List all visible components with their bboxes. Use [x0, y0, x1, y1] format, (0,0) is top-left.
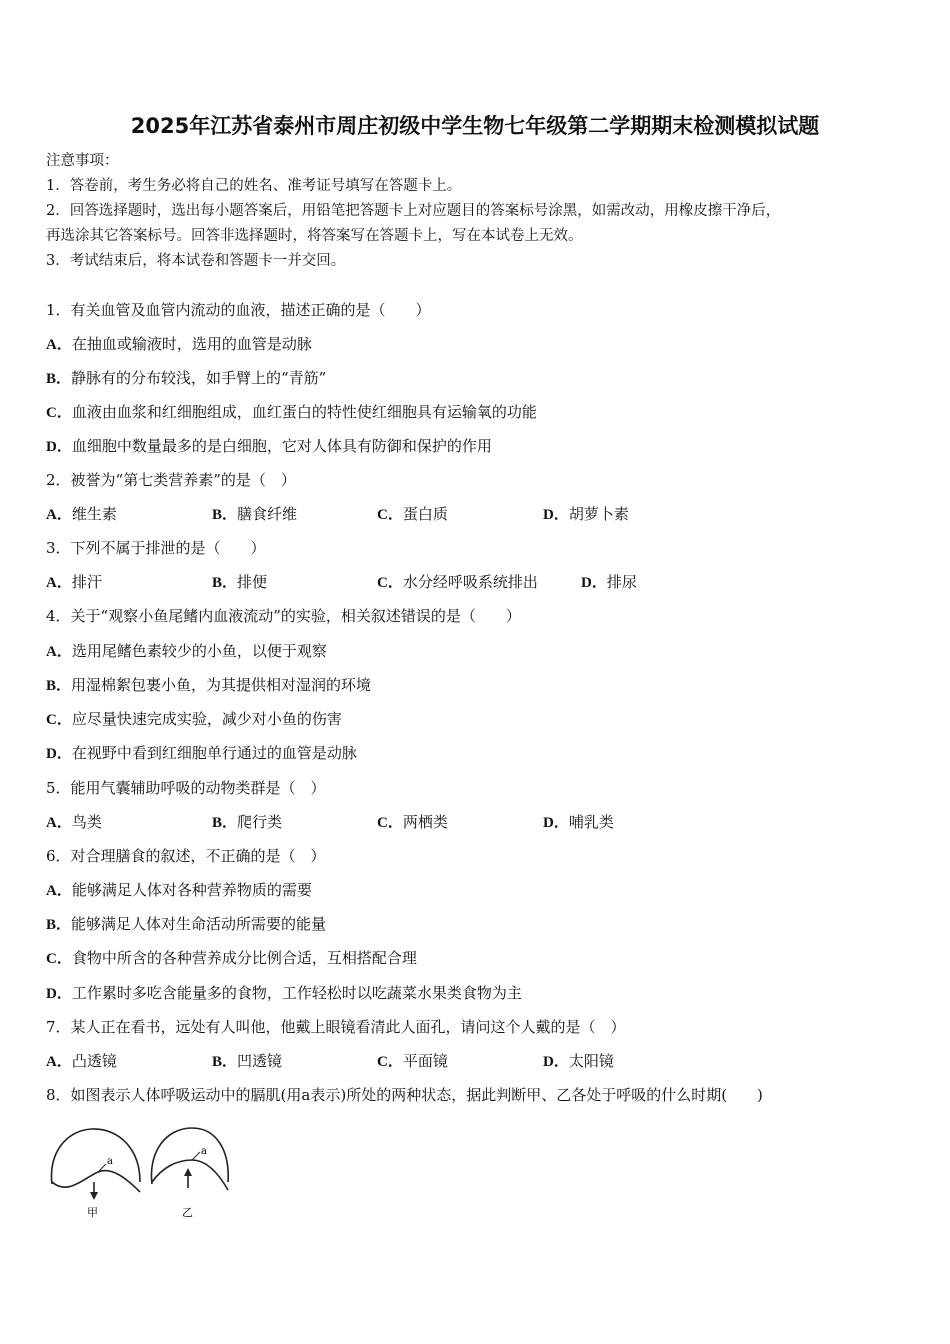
notice-item: 再选涂其它答案标号。回答非选择题时，将答案写在答题卡上，写在本试卷上无效。	[46, 228, 583, 244]
option-text: 凹透镜	[237, 1052, 283, 1070]
option-text: 能够满足人体对生命活动所需要的能量	[71, 915, 327, 933]
option-text: 排汗	[71, 573, 102, 591]
option-label: B．	[212, 815, 238, 831]
option-text: 血细胞中数量最多的是白细胞，它对人体具有防御和保护的作用	[71, 437, 492, 455]
option-c	[377, 572, 538, 593]
question-stem: 2．被誉为“第七类营养素”的是（ ）	[46, 471, 296, 489]
notice-item: 1．答卷前，考生务必将自己的姓名、准考证号填写在答题卡上。	[46, 178, 462, 194]
option-text: 排便	[237, 573, 268, 591]
option-label: A．	[46, 1054, 72, 1070]
option-label: C．	[377, 575, 403, 591]
chest-wall-left	[51, 1129, 140, 1184]
option-a	[46, 504, 117, 525]
question-stem: 8．如图表示人体呼吸运动中的膈肌(用a表示)所处的两种状态，据此判断甲、乙各处于呼吸的什么时期( )	[46, 1086, 763, 1104]
option-text: 两栖类	[402, 813, 448, 831]
notice-heading: 注意事项：	[46, 153, 119, 169]
option-label: C．	[377, 507, 403, 523]
option-a	[46, 880, 312, 901]
option-text: 太阳镜	[568, 1052, 614, 1070]
option-label: B．	[46, 371, 72, 387]
question-stem: 5．能用气囊辅助呼吸的动物类群是（ ）	[46, 779, 326, 797]
marker-line-right	[192, 1152, 200, 1160]
option-text: 鸟类	[71, 813, 102, 831]
option-label: A．	[46, 575, 72, 591]
option-label: B．	[212, 575, 238, 591]
option-label: C．	[46, 712, 72, 728]
option-text: 工作累时多吃含能量多的食物，工作轻松时以吃蔬菜水果类食物为主	[71, 984, 522, 1002]
option-text: 胡萝卜素	[568, 505, 629, 523]
option-text: 选用尾鳍色素较少的小鱼，以便于观察	[71, 642, 327, 660]
marker-a-left: a	[107, 1156, 113, 1167]
option-label: B．	[212, 507, 238, 523]
page-title: 2025年江苏省泰州市周庄初级中学生物七年级第二学期期末检测模拟试题	[130, 114, 820, 138]
option-d	[543, 1051, 614, 1072]
option-label: A．	[46, 883, 72, 899]
option-text: 血液由血浆和红细胞组成，血红蛋白的特性使红细胞具有运输氧的功能	[71, 403, 537, 421]
caption-right: 乙	[182, 1206, 193, 1219]
option-text: 在抽血或输液时，选用的血管是动脉	[71, 335, 312, 353]
option-label: D．	[46, 439, 72, 455]
option-a	[46, 334, 312, 355]
option-label: A．	[46, 507, 72, 523]
diaphragm-figure	[44, 1124, 234, 1220]
option-d	[581, 572, 637, 593]
option-c	[377, 812, 448, 833]
option-text: 膳食纤维	[237, 505, 298, 523]
caption-left: 甲	[87, 1206, 98, 1219]
option-a	[46, 812, 102, 833]
option-label: C．	[46, 405, 72, 421]
option-label: D．	[543, 1054, 569, 1070]
option-c	[46, 948, 417, 969]
option-text: 用湿棉絮包裹小鱼，为其提供相对湿润的环境	[71, 676, 372, 694]
question-stem: 7．某人正在看书，远处有人叫他，他戴上眼镜看清此人面孔，请问这个人戴的是（ ）	[46, 1018, 626, 1036]
option-label: C．	[46, 951, 72, 967]
option-b	[46, 675, 371, 696]
question-stem: 4．关于“观察小鱼尾鳍内血液流动”的实验，相关叙述错误的是（ ）	[46, 607, 521, 625]
question-stem: 1．有关血管及血管内流动的血液，描述正确的是（ ）	[46, 301, 431, 319]
option-d	[46, 743, 357, 764]
option-label: D．	[46, 986, 72, 1002]
option-b	[212, 1051, 282, 1072]
option-label: A．	[46, 644, 72, 660]
option-label: D．	[543, 815, 569, 831]
option-b	[46, 368, 326, 389]
option-b	[212, 572, 267, 593]
option-label: D．	[46, 746, 72, 762]
option-text: 爬行类	[237, 813, 283, 831]
option-text: 哺乳类	[568, 813, 614, 831]
option-text: 静脉有的分布较浅，如手臂上的“青筋”	[71, 369, 327, 387]
option-b	[46, 914, 326, 935]
notice-item: 3．考试结束后，将本试卷和答题卡一并交回。	[46, 253, 346, 269]
arrow-down-icon	[90, 1192, 98, 1200]
option-text: 应尽量快速完成实验，减少对小鱼的伤害	[71, 710, 342, 728]
option-text: 食物中所含的各种营养成分比例合适，互相搭配合理	[71, 949, 417, 967]
option-text: 凸透镜	[71, 1052, 117, 1070]
option-b	[212, 812, 282, 833]
option-a	[46, 641, 327, 662]
option-label: D．	[543, 507, 569, 523]
option-text: 能够满足人体对各种营养物质的需要	[71, 881, 312, 899]
option-label: C．	[377, 1054, 403, 1070]
option-text: 排尿	[606, 573, 637, 591]
option-a	[46, 572, 102, 593]
marker-a-right: a	[201, 1146, 207, 1157]
diaphragm-state-right	[151, 1128, 228, 1190]
diaphragm-left	[52, 1171, 140, 1192]
option-text: 平面镜	[402, 1052, 448, 1070]
option-text: 在视野中看到红细胞单行通过的血管是动脉	[71, 744, 357, 762]
option-text: 水分经呼吸系统排出	[402, 573, 538, 591]
option-label: B．	[46, 678, 72, 694]
option-c	[46, 402, 537, 423]
option-c	[46, 709, 342, 730]
option-label: D．	[581, 575, 607, 591]
option-d	[543, 504, 629, 525]
question-stem: 3．下列不属于排泄的是（ ）	[46, 539, 266, 557]
option-d	[543, 812, 614, 833]
option-text: 维生素	[71, 505, 117, 523]
option-c	[377, 1051, 448, 1072]
diaphragm-state-left	[51, 1129, 140, 1200]
arrow-up-icon	[184, 1168, 192, 1176]
option-a	[46, 1051, 117, 1072]
option-label: A．	[46, 337, 72, 353]
option-d	[46, 436, 492, 457]
option-b	[212, 504, 297, 525]
option-c	[377, 504, 448, 525]
option-label: C．	[377, 815, 403, 831]
option-text: 蛋白质	[402, 505, 448, 523]
option-d	[46, 983, 522, 1004]
option-label: B．	[46, 917, 72, 933]
question-stem: 6．对合理膳食的叙述，不正确的是（ ）	[46, 847, 326, 865]
notice-item: 2．回答选择题时，选出每小题答案后，用铅笔把答题卡上对应题目的答案标号涂黑，如需改动，用橡皮擦干净后，	[46, 203, 781, 219]
option-label: A．	[46, 815, 72, 831]
option-label: B．	[212, 1054, 238, 1070]
